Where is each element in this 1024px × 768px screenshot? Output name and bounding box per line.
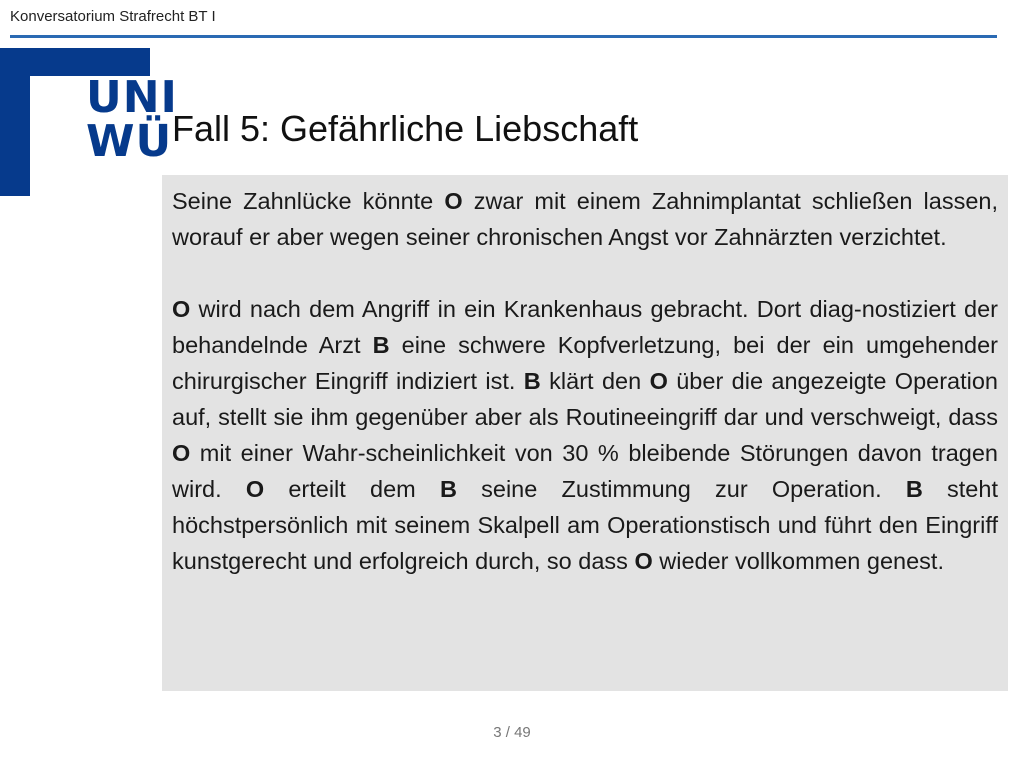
text-segment: mit einer Wahr-scheinlichkeit von 30 % bleibende Störungen davon tragen wird. [172,440,998,502]
logo-text-line-2: WÜ [86,116,173,167]
party-marker: O [649,368,668,394]
party-marker: O [245,476,265,502]
case-text-box [162,175,1008,691]
party-marker: O [172,296,191,322]
party-marker: O [634,548,653,574]
text-segment: über die angezeigte Operation auf, stellt sie ihm gegenüber aber als Routineeingriff dar und verschweigt, dass [172,368,998,430]
party-marker: B [372,332,390,358]
header-divider [10,35,997,38]
text-segment: zwar mit einem Zahnimplantat schließen lassen, worauf er aber wegen seiner chronischen Angst vor Zahnärzten verzichtet. [172,188,998,250]
text-segment: eine schwere Kopfverletzung, bei der ein umgehender chirurgischer Eingriff indiziert ist. [172,332,998,394]
party-marker: B [905,476,923,502]
presentation-title: Konversatorium Strafrecht BT I [10,8,216,25]
text-segment: erteilt dem [264,476,440,502]
page-number: 3 / 49 [493,724,531,741]
text-segment: Seine Zahnlücke könnte [172,188,445,214]
party-marker: B [523,368,541,394]
text-segment: seine Zustimmung zur Operation. [456,476,906,502]
case-paragraph-2 [172,291,998,579]
logo-text-line-1: UNI [86,72,178,123]
party-marker: B [439,476,457,502]
text-segment: wird nach dem Angriff in ein Krankenhaus gebracht. Dort diag-nostiziert der behandelnde Arzt [172,296,998,358]
party-marker: O [444,188,463,214]
slide-title: Fall 5: Gefährliche Liebschaft [172,108,639,149]
case-paragraph-1 [172,183,998,255]
party-marker: O [172,440,191,466]
text-segment: wieder vollkommen genest. [652,548,944,574]
text-segment: klärt den [540,368,650,394]
text-segment: steht höchstpersönlich mit seinem Skalpell am Operationstisch und führt den Eingriff kunstgerecht und erfolgreich durch, so dass [172,476,998,574]
